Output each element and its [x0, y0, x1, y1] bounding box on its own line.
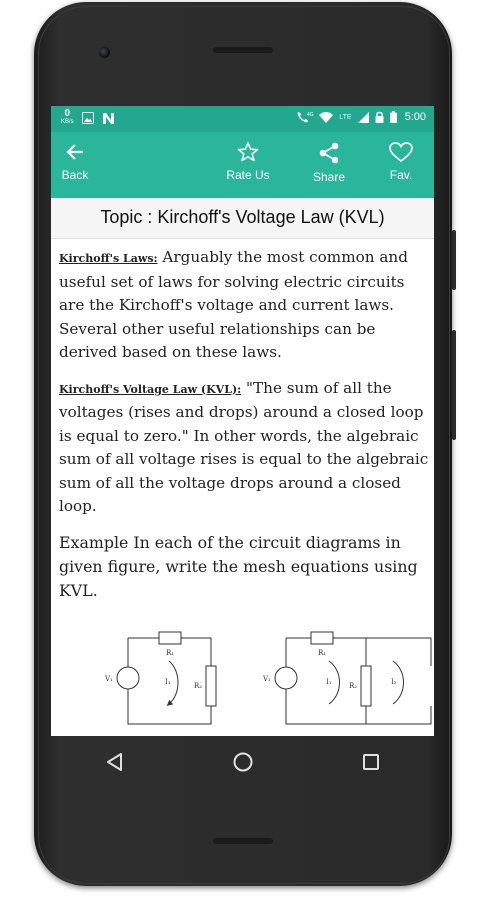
- share-icon: [318, 142, 340, 164]
- back-button[interactable]: [61, 142, 89, 182]
- resistor-r2: [206, 666, 216, 706]
- nav-back-icon[interactable]: [105, 752, 125, 772]
- paragraph-example: [59, 531, 429, 603]
- kirchoff-laws-heading: Kirchoff's Laws:: [59, 252, 158, 265]
- example-text: Example In each of the circuit diagrams in given figure, write the mesh equations using KVL.: [59, 532, 418, 600]
- clock: 5:00: [404, 111, 426, 123]
- call-4g-icon: [297, 111, 313, 123]
- label-v1-b: V₁: [263, 675, 271, 683]
- paragraph-kvl: [59, 377, 429, 519]
- screen: [51, 106, 434, 736]
- label-r2-b: R₂: [349, 682, 358, 690]
- back-label: Back: [61, 168, 89, 182]
- speed-value: 0: [64, 108, 71, 119]
- front-camera: [99, 47, 110, 58]
- app-toolbar: [51, 132, 434, 198]
- label-r1: R₁: [166, 649, 175, 657]
- power-button: [452, 230, 456, 290]
- paragraph-kirchoff-laws: [59, 246, 429, 365]
- article-content: [59, 246, 429, 615]
- nav-home-icon[interactable]: [232, 751, 254, 773]
- speed-unit: KB/s: [61, 119, 74, 125]
- svg-text:4G: 4G: [307, 112, 314, 118]
- circuit-diagram-2: [275, 632, 431, 724]
- gallery-icon: [82, 112, 94, 124]
- android-nav-bar: [51, 736, 434, 788]
- label-i2-b: I₂: [391, 678, 397, 686]
- rate-us-label: Rate Us: [226, 168, 270, 182]
- topic-title: Topic : Kirchoff's Voltage Law (KVL): [51, 198, 434, 239]
- volume-button: [452, 330, 456, 440]
- kvl-heading: Kirchoff's Voltage Law (KVL):: [59, 382, 242, 396]
- star-icon: [237, 142, 259, 162]
- favorite-label: Fav.: [389, 168, 413, 182]
- heart-icon: [389, 142, 413, 162]
- label-i1-b: I₁: [326, 678, 332, 686]
- network-speed: [61, 109, 74, 127]
- resistor-r1-b: [311, 632, 333, 644]
- bottom-speaker: [213, 838, 273, 844]
- status-bar: [51, 106, 434, 132]
- wifi-icon: [319, 112, 333, 123]
- notification-n-icon: [102, 112, 115, 125]
- resistor-r1: [159, 632, 181, 644]
- favorite-button[interactable]: [385, 142, 417, 182]
- label-v1: V₁: [105, 675, 113, 683]
- label-r2: R₂: [194, 682, 203, 690]
- kirchoff-laws-text: Arguably the most common and useful set of laws for solving electric circuits are the Kirchoff's voltage and current laws. Several other useful relationships can be derived based on these laws.: [59, 248, 408, 361]
- network-type: LTE: [339, 113, 352, 121]
- rate-us-button[interactable]: [223, 142, 273, 182]
- circuit-diagrams: [81, 626, 421, 736]
- voltage-source-b: [275, 667, 297, 689]
- battery-icon: [390, 111, 397, 123]
- voltage-source: [117, 667, 139, 689]
- kvl-text: "The sum of all the voltages (rises and drops) around a closed loop is equal to zero." In other words, the algebraic sum of all voltage rises is equal to the algebraic sum of all the voltage drops around a closed loop.: [59, 378, 429, 515]
- nav-recents-icon[interactable]: [362, 753, 380, 771]
- share-button[interactable]: [309, 142, 349, 184]
- lock-icon: [375, 111, 384, 123]
- share-label: Share: [312, 170, 346, 184]
- back-arrow-icon: [65, 142, 85, 162]
- earpiece-speaker: [213, 47, 273, 53]
- resistor-r2-b: [361, 666, 371, 706]
- signal-icon: [358, 112, 369, 123]
- label-i1: I₁: [165, 678, 171, 686]
- label-r1-b: R₁: [318, 649, 327, 657]
